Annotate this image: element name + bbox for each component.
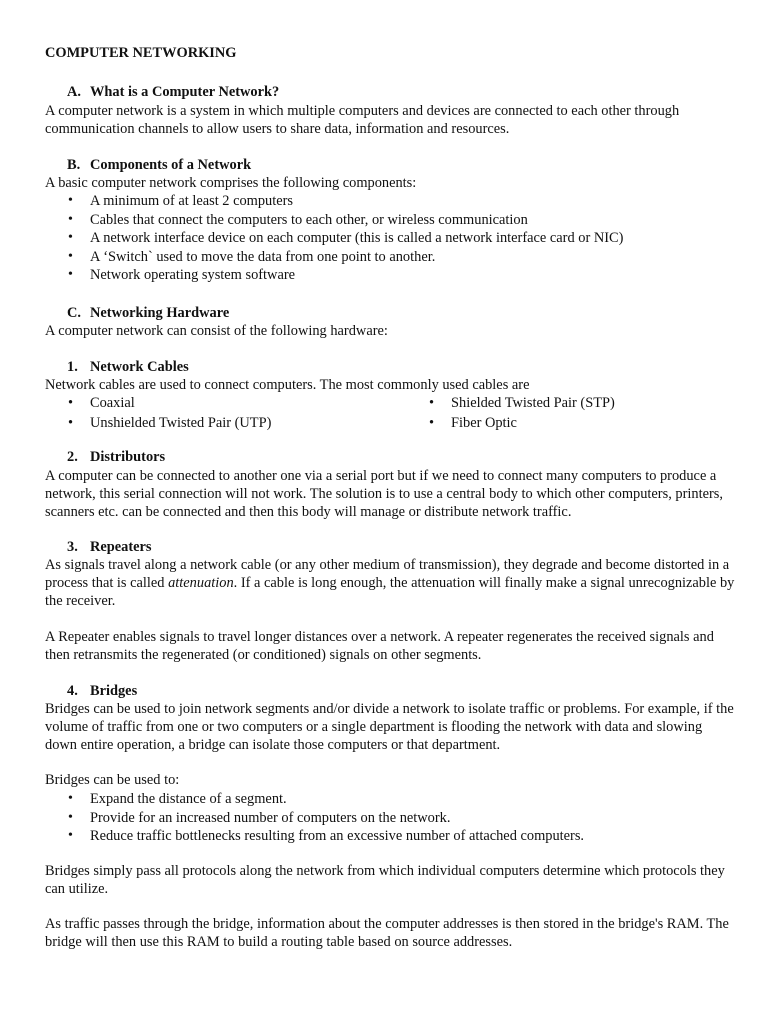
paragraph-network-definition: A computer network is a system in which multiple computers and devices are connected to each other through communication channels to allow users to share data, information and resources. [45, 103, 680, 137]
section-title: Components of a Network [90, 157, 252, 173]
emphasis-term: attenuation [168, 575, 234, 591]
list-item: • A minimum of at least 2 computers [45, 192, 623, 211]
cable-types-list [45, 394, 765, 433]
section-title: Repeaters [90, 539, 152, 555]
bridge-uses-list [45, 790, 584, 846]
list-item: • A network interface device on each computer (this is called a network interface card or NIC) [45, 229, 623, 248]
section-number: 2. [67, 449, 78, 465]
list-item: • A ‘Switch` used to move the data from one point to another. [45, 248, 623, 267]
section-title: What is a Computer Network? [90, 84, 280, 100]
text-run: . If a cable is long enough, the attenuation will finally make a signal unrecognizable by the receiver. [45, 575, 735, 609]
list-item: • Expand the distance of a segment. [45, 790, 584, 809]
paragraph-bridges-purpose: Bridges can be used to join network segments and/or divide a network to isolate traffic or problems. For example, if the volume of traffic from one or two computers or a single department is flooding the network with data and slowing down entire operation, a bridge can isolate those computers or that department. [45, 701, 734, 753]
section-heading-bridges [67, 682, 137, 700]
section-number: C. [67, 305, 81, 321]
list-item: • Reduce traffic bottlenecks resulting from an excessive number of attached computers. [45, 827, 584, 846]
section-heading-what-is-network [67, 83, 279, 101]
paragraph-bridges-protocols: Bridges simply pass all protocols along the network from which individual computers determine which protocols they can utilize. [45, 863, 725, 897]
text-run: As signals travel along a network cable (or any other medium of transmission), they degrade and become distorted in a process that is called [45, 557, 730, 591]
components-list [45, 192, 623, 285]
section-title: Networking Hardware [90, 305, 230, 321]
paragraph-components-intro: A basic computer network comprises the following components: [45, 175, 417, 191]
list-item: • Fiber Optic [406, 414, 746, 434]
section-heading-network-cables [67, 358, 189, 376]
list-item: • Cables that connect the computers to each other, or wireless communication [45, 211, 623, 230]
section-title: Network Cables [90, 359, 189, 375]
paragraph-hardware-intro: A computer network can consist of the following hardware: [45, 323, 388, 339]
section-heading-repeaters [67, 538, 152, 556]
paragraph-repeater-function: A Repeater enables signals to travel longer distances over a network. A repeater regenerates the received signals and then retransmits the regenerated (or conditioned) signals on other segments. [45, 629, 714, 663]
section-title: Bridges [90, 683, 138, 699]
list-item: • Coaxial [45, 394, 406, 414]
section-heading-hardware [67, 304, 229, 322]
list-item: • Network operating system software [45, 266, 623, 285]
paragraph-cables-intro: Network cables are used to connect computers. The most commonly used cables are [45, 377, 530, 393]
paragraph-bridges-ram: As traffic passes through the bridge, information about the computer addresses is then stored in the bridge's RAM. The bridge will then use this RAM to build a routing table based on source addresses. [45, 916, 729, 950]
list-item: • Shielded Twisted Pair (STP) [406, 394, 746, 414]
section-number: 4. [67, 683, 78, 699]
paragraph-distributors: A computer can be connected to another one via a serial port but if we need to connect many computers to produce a network, this serial connection will not work. The solution is to use a central body to which other computers, printers, scanners etc. can be connected and then this body will manage or distribute network traffic. [45, 468, 723, 520]
list-item: • Unshielded Twisted Pair (UTP) [45, 414, 406, 434]
section-title: Distributors [90, 449, 166, 465]
document-title: COMPUTER NETWORKING [45, 45, 237, 61]
section-number: 1. [67, 359, 78, 375]
section-number: A. [67, 84, 81, 100]
paragraph-bridges-uses-intro: Bridges can be used to: [45, 772, 180, 788]
section-number: B. [67, 157, 81, 173]
section-number: 3. [67, 539, 78, 555]
paragraph-attenuation [45, 556, 735, 610]
section-heading-components [67, 156, 251, 174]
section-heading-distributors [67, 448, 165, 466]
list-item: • Provide for an increased number of computers on the network. [45, 809, 584, 828]
